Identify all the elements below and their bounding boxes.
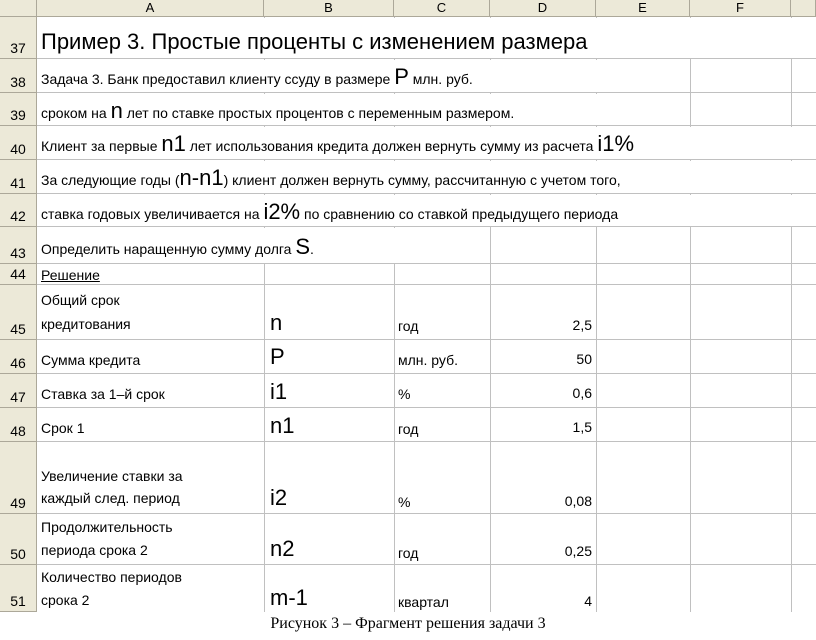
- param-label[interactable]: кредитования: [41, 316, 131, 332]
- gridline: [37, 125, 816, 126]
- param-unit[interactable]: год: [398, 421, 419, 437]
- param-symbol[interactable]: n2: [270, 536, 295, 561]
- row-header-48[interactable]: 48: [0, 408, 37, 442]
- param-unit[interactable]: %: [398, 386, 411, 402]
- param-label-line1[interactable]: Общий срок: [41, 292, 120, 308]
- param-value[interactable]: 4: [584, 593, 592, 609]
- param-value[interactable]: 0,08: [564, 493, 592, 509]
- param-label[interactable]: периода срока 2: [41, 542, 148, 558]
- gridline: [37, 263, 816, 264]
- task-line-41[interactable]: [41, 165, 621, 190]
- task-text: по сравнению со ставкой предыдущего периода: [300, 206, 619, 222]
- row-header-40[interactable]: 40: [0, 126, 37, 160]
- param-symbol[interactable]: i2: [270, 485, 288, 510]
- param-label-line1[interactable]: Продолжительность: [41, 519, 173, 535]
- task-line-42[interactable]: [41, 199, 619, 224]
- param-label[interactable]: Сумма кредита: [41, 352, 141, 368]
- row-header-45[interactable]: 45: [0, 285, 37, 340]
- row-header-46[interactable]: 46: [0, 340, 37, 374]
- task-text: ) клиент должен вернуть сумму, рассчитанную с учетом того,: [223, 172, 621, 188]
- gridline: [37, 441, 816, 442]
- param-symbol[interactable]: n1: [270, 413, 295, 438]
- param-label-line1[interactable]: Количество периодов: [41, 569, 182, 585]
- param-value[interactable]: 50: [576, 351, 592, 367]
- task-line-40[interactable]: [41, 131, 635, 156]
- gridline: [37, 58, 816, 59]
- column-header-d[interactable]: D: [490, 0, 596, 17]
- param-unit[interactable]: год: [398, 318, 419, 334]
- row-header-47[interactable]: 47: [0, 374, 37, 408]
- param-value[interactable]: 0,25: [564, 543, 592, 559]
- gridline: [37, 226, 816, 227]
- task-text: лет по ставке простых процентов с переменным размером.: [122, 105, 515, 121]
- gridline: [37, 92, 816, 93]
- gridline: [37, 564, 816, 565]
- column-header-e[interactable]: E: [596, 0, 690, 17]
- gridline: [37, 339, 816, 340]
- sheet-title[interactable]: Пример 3. Простые проценты с изменением размера: [41, 29, 588, 54]
- task-text: Клиент за первые: [41, 138, 162, 154]
- symbol-n-minus-n1: n-n1: [179, 165, 224, 190]
- task-text: .: [310, 241, 314, 257]
- task-text: млн. руб.: [408, 71, 473, 87]
- row-header-49[interactable]: 49: [0, 442, 37, 514]
- gridline: [37, 193, 816, 194]
- solution-label[interactable]: Решение: [41, 267, 100, 283]
- param-symbol[interactable]: i1: [270, 379, 288, 404]
- row-header-42[interactable]: 42: [0, 194, 37, 227]
- row-header-43[interactable]: 43: [0, 227, 37, 264]
- task-text: Определить наращенную сумму долга: [41, 241, 296, 257]
- symbol-p: P: [394, 64, 409, 89]
- column-header-a[interactable]: A: [37, 0, 264, 17]
- symbol-i1-percent: i1%: [597, 131, 635, 156]
- select-all-corner[interactable]: [0, 0, 37, 17]
- row-header-51[interactable]: 51: [0, 565, 37, 612]
- gridline: [37, 284, 816, 285]
- symbol-i2-percent: i2%: [263, 199, 301, 224]
- param-unit[interactable]: год: [398, 545, 419, 561]
- row-header-38[interactable]: 38: [0, 59, 37, 93]
- param-unit[interactable]: млн. руб.: [398, 352, 458, 368]
- param-value[interactable]: 2,5: [572, 317, 592, 333]
- task-text: сроком на: [41, 105, 111, 121]
- symbol-s: S: [295, 234, 311, 259]
- column-header-g[interactable]: [791, 0, 816, 17]
- param-value[interactable]: 0,6: [572, 385, 592, 401]
- symbol-n1: n1: [161, 131, 186, 156]
- column-header-c[interactable]: C: [394, 0, 490, 17]
- row-header-44[interactable]: 44: [0, 264, 37, 285]
- gridline: [791, 17, 792, 612]
- row-header-39[interactable]: 39: [0, 93, 37, 126]
- task-text: За следующие годы (: [41, 172, 180, 188]
- gridline: [37, 373, 816, 374]
- param-symbol[interactable]: m-1: [270, 585, 308, 610]
- gridline: [37, 513, 816, 514]
- task-line-38[interactable]: [41, 64, 473, 89]
- param-symbol[interactable]: P: [270, 344, 285, 369]
- param-unit[interactable]: %: [398, 494, 411, 510]
- param-value[interactable]: 1,5: [572, 419, 592, 435]
- task-text: лет использования кредита должен вернуть сумму из расчета: [185, 138, 598, 154]
- param-unit[interactable]: квартал: [398, 594, 449, 610]
- task-text: Задача 3. Банк предоставил клиенту ссуду в размере: [41, 71, 395, 87]
- task-line-43[interactable]: [41, 234, 314, 259]
- task-line-39[interactable]: [41, 98, 515, 123]
- gridline: [37, 159, 816, 160]
- param-label[interactable]: Ставка за 1–й срок: [41, 386, 165, 402]
- row-header-37[interactable]: 37: [0, 17, 37, 59]
- param-label-line1[interactable]: Увеличение ставки за: [41, 468, 183, 484]
- param-label[interactable]: каждый след. период: [41, 490, 180, 506]
- param-symbol[interactable]: n: [270, 310, 283, 335]
- param-label[interactable]: срока 2: [41, 592, 90, 608]
- column-header-f[interactable]: F: [690, 0, 791, 17]
- gridline: [690, 17, 691, 612]
- row-header-50[interactable]: 50: [0, 514, 37, 565]
- figure-caption: Рисунок 3 – Фрагмент решения задачи 3: [270, 615, 546, 632]
- symbol-n: n: [110, 98, 123, 123]
- column-header-b[interactable]: B: [264, 0, 394, 17]
- row-header-41[interactable]: 41: [0, 160, 37, 194]
- param-label[interactable]: Срок 1: [41, 420, 85, 436]
- gridline: [37, 407, 816, 408]
- task-text: ставка годовых увеличивается на: [41, 206, 264, 222]
